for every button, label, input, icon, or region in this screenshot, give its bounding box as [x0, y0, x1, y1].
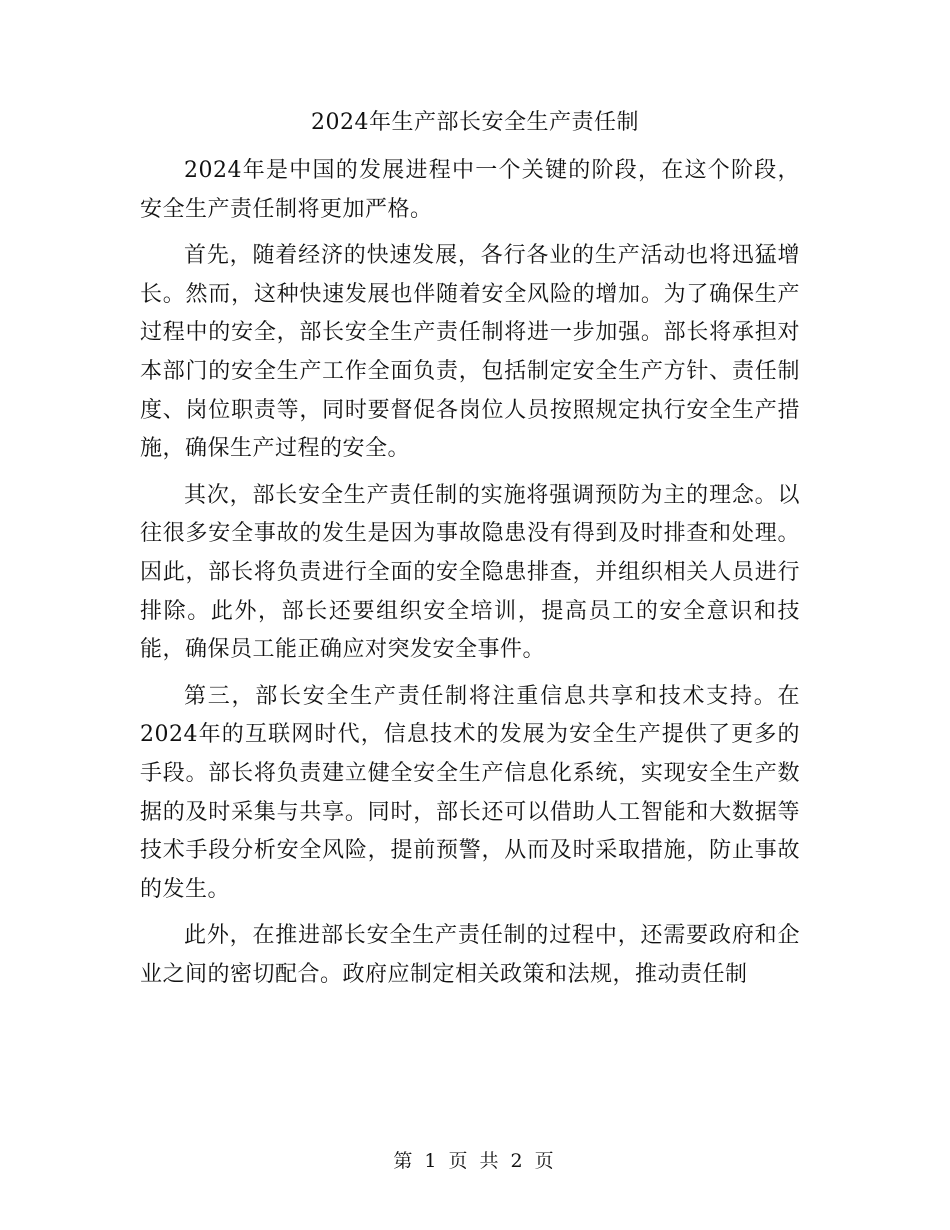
paragraph-2: 首先，随着经济的快速发展，各行各业的生产活动也将迅猛增长。然而，这种快速发展也伴随着安全风险的增加。为了确保生产过程中的安全，部长安全生产责任制将进一步加强。部长将承担对本部门的安全生产工作全面负责，包括制定安全生产方针、责任制度、岗位职责等，同时要督促各岗位人员按照规定执行安全生产措施，确保生产过程的安全。: [140, 243, 800, 462]
paragraph-3: 其次，部长安全生产责任制的实施将强调预防为主的理念。以往很多安全事故的发生是因为事故隐患没有得到及时排查和处理。因此，部长将负责进行全面的安全隐患排查，并组织相关人员进行排除。此外，部长还要组织安全培训，提高员工的安全意识和技能，确保员工能正确应对突发安全事件。: [140, 482, 800, 663]
paragraph-4: 第三，部长安全生产责任制将注重信息共享和技术支持。在2024年的互联网时代，信息技术的发展为安全生产提供了更多的手段。部长将负责建立健全安全生产信息化系统，实现安全生产数据的及时采集与共享。同时，部长还可以借助人工智能和大数据等技术手段分析安全风险，提前预警，从而及时采取措施，防止事故的发生。: [140, 683, 800, 902]
document-body: [140, 152, 800, 994]
page-footer: 第 1 页 共 2 页: [393, 1150, 557, 1172]
paragraph-1: 2024年是中国的发展进程中一个关键的阶段，在这个阶段，安全生产责任制将更加严格。: [140, 158, 800, 222]
document-title: 2024年生产部长安全生产责任制: [311, 110, 639, 135]
paragraph-5: 此外，在推进部长安全生产责任制的过程中，还需要政府和企业之间的密切配合。政府应制定相关政策和法规，推动责任制: [140, 923, 800, 987]
